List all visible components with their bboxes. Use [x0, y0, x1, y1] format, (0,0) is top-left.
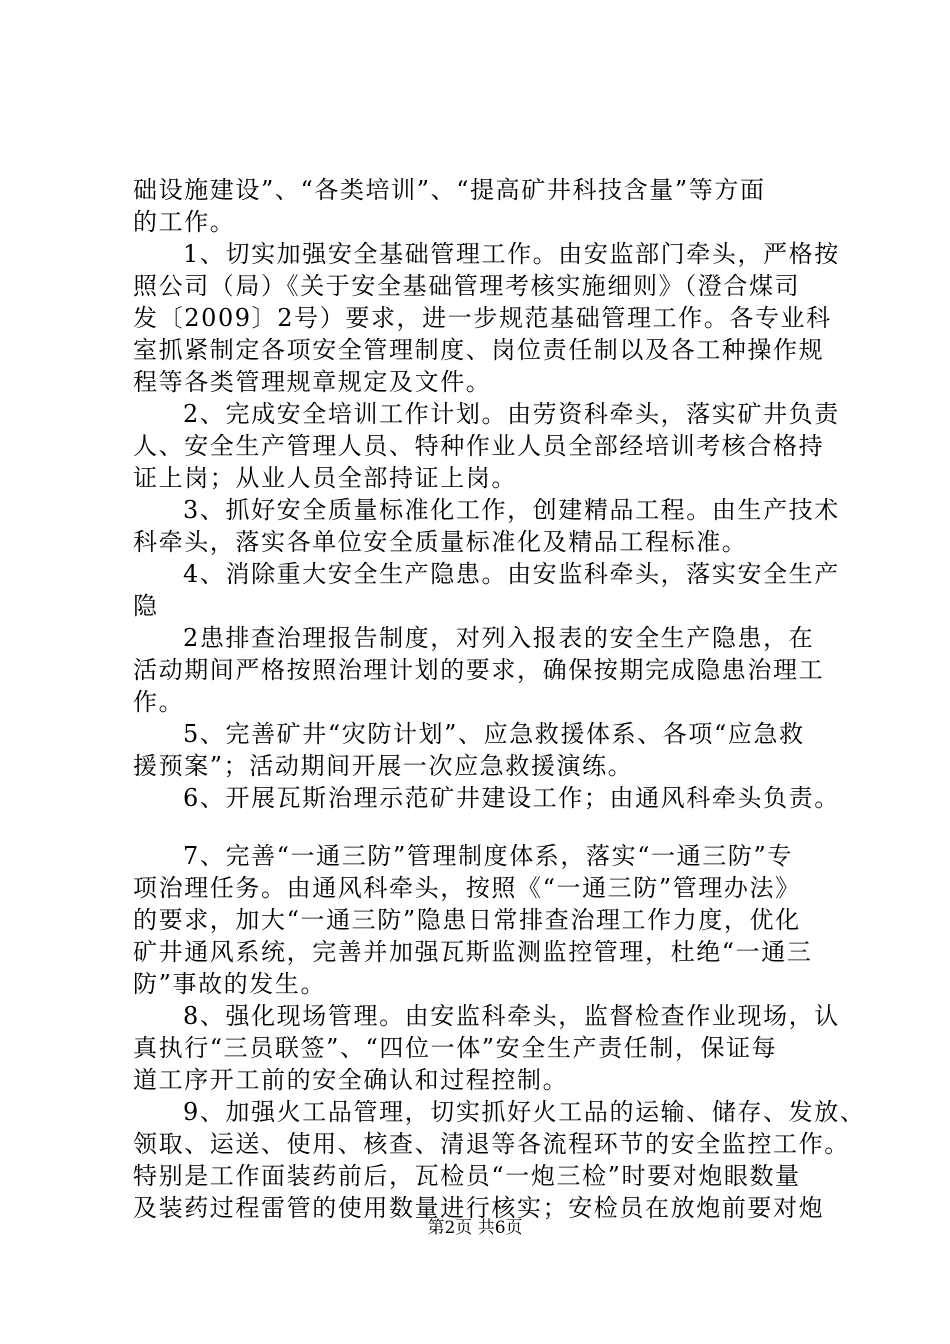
text-line: 科牵头，落实各单位安全质量标准化及精品工程标准。 [133, 528, 748, 556]
text-line: 作。 [133, 688, 185, 716]
text-line: 隐 [133, 592, 159, 620]
text-line: 的工作。 [133, 208, 236, 236]
text-line: 程等各类管理规章规定及文件。 [133, 368, 492, 396]
text-line: 矿井通风系统，完善并加强瓦斯监测监控管理，杜绝“一通三 [133, 938, 813, 966]
text-line: 9、加强火工品管理，切实抓好火工品的运输、储存、发放、 [183, 1098, 866, 1126]
text-line: 4、消除重大安全生产隐患。由安监科牵头，落实安全生产 [183, 560, 840, 588]
text-line: 特别是工作面装药前后，瓦检员“一炮三检”时要对炮眼数量 [133, 1162, 801, 1190]
text-line: 道工序开工前的安全确认和过程控制。 [133, 1066, 569, 1094]
text-line: 2患排查治理报告制度，对列入报表的安全生产隐患，在 [183, 624, 815, 652]
text-line: 项治理任务。由通风科牵头，按照《“一通三防”管理办法》 [133, 874, 801, 902]
text-line: 1、切实加强安全基础管理工作。由安监部门牵头，严格按 [183, 240, 840, 268]
text-line: 6、开展瓦斯治理示范矿井建设工作；由通风科牵头负责。 [183, 784, 840, 812]
text-line: 5、完善矿井“灾防计划”、应急救援体系、各项“应急救 [183, 720, 805, 748]
text-line: 础设施建设”、“各类培训”、“提高矿井科技含量”等方面 [133, 176, 766, 204]
paragraph-gap [133, 814, 833, 840]
text-line: 8、强化现场管理。由安监科牵头，监督检查作业现场，认 [183, 1002, 840, 1030]
page-footer: 第2页 共6页 [427, 1218, 523, 1238]
text-line: 的要求，加大“一通三防”隐患日常排查治理工作力度，优化 [133, 906, 801, 934]
text-line: 7、完善“一通三防”管理制度体系，落实“一通三防”专 [183, 842, 793, 870]
text-line: 援预案”；活动期间开展一次应急救援演练。 [133, 752, 634, 780]
text-line: 照公司（局）《关于安全基础管理考核实施细则》（澄合煤司 [133, 272, 801, 300]
text-line: 发〔2009〕2号）要求，进一步规范基础管理工作。各专业科 [133, 304, 832, 332]
text-line: 防”事故的发生。 [133, 970, 327, 998]
text-line: 人、安全生产管理人员、特种作业人员全部经培训考核合格持 [133, 432, 825, 460]
text-line: 室抓紧制定各项安全管理制度、岗位责任制以及各工种操作规 [133, 336, 825, 364]
text-line: 证上岗；从业人员全部持证上岗。 [133, 464, 517, 492]
text-line: 2、完成安全培训工作计划。由劳资科牵头，落实矿井负责 [183, 400, 840, 428]
text-line: 领取、运送、使用、核查、清退等各流程环节的安全监控工作。 [133, 1130, 850, 1158]
text-line: 真执行“三员联签”、“四位一体”安全生产责任制，保证每 [133, 1034, 778, 1062]
text-line: 活动期间严格按照治理计划的要求，确保按期完成隐患治理工 [133, 656, 825, 684]
text-line: 及装药过程雷管的使用数量进行核实；安检员在放炮前要对炮 [133, 1194, 825, 1222]
document-body [133, 174, 866, 1224]
text-line: 3、抓好安全质量标准化工作，创建精品工程。由生产技术 [183, 496, 840, 524]
